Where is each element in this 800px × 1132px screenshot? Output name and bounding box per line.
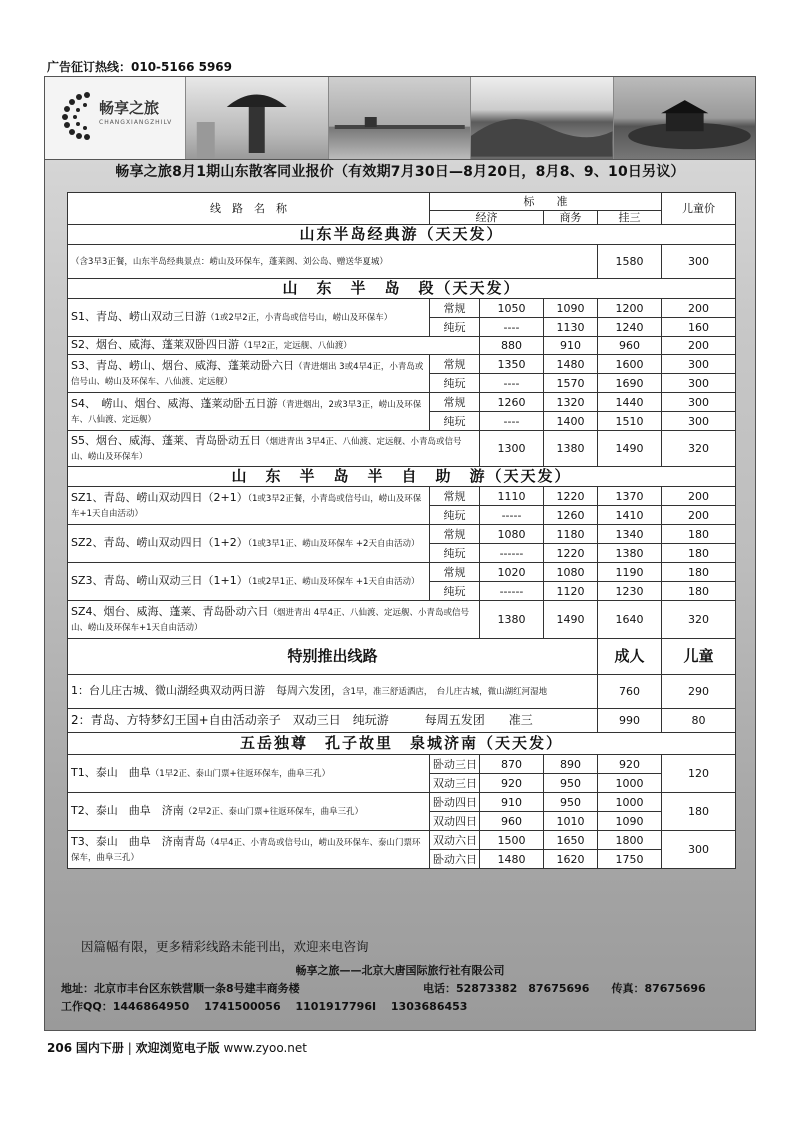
route-title: SZ4、烟台、威海、蓬莱、青岛卧动六日 — [71, 604, 269, 618]
table-row — [68, 525, 736, 544]
route-name — [68, 245, 598, 279]
price-child: 300 — [662, 245, 736, 279]
route-name — [68, 487, 430, 525]
photo-pier — [328, 77, 471, 159]
route-note: （4早4正、小青岛或信号山，崂山及环保车、泰山门票环保车，曲阜三孔） — [71, 837, 421, 863]
price-economy: ------ — [480, 544, 544, 563]
header-adult: 成人 — [598, 639, 662, 675]
price-business: 910 — [544, 337, 598, 355]
service-type: 常规 — [430, 355, 480, 374]
price-economy: 870 — [480, 755, 544, 774]
price-child: 180 — [662, 544, 736, 563]
table-row — [68, 755, 736, 774]
route-name — [68, 431, 480, 467]
table-row — [68, 709, 736, 733]
price-premium: 1800 — [598, 831, 662, 850]
price-business: 1570 — [544, 374, 598, 393]
photo-sculpture — [185, 77, 328, 159]
page-number: 206 — [47, 1041, 73, 1055]
price-business: 1400 — [544, 412, 598, 431]
price-economy: 1110 — [480, 487, 544, 506]
route-name — [68, 393, 430, 431]
route-title: T2、泰山 曲阜 济南 — [71, 804, 184, 817]
route-note: （青进烟出，2或3早3正，崂山及环保车、八仙渡、定远舰） — [71, 399, 422, 425]
section-title — [68, 733, 736, 755]
service-type: 纯玩 — [430, 506, 480, 525]
route-title: S1、青岛、崂山双动三日游 — [71, 310, 206, 323]
service-type: 纯玩 — [430, 582, 480, 601]
header-child: 儿童价 — [662, 193, 736, 225]
price-economy: 960 — [480, 812, 544, 831]
price-child: 320 — [662, 431, 736, 467]
phone-fax: 电话：52873382 87675696 传真：87675696 — [423, 982, 706, 995]
price-child: 300 — [662, 374, 736, 393]
route-name — [68, 675, 598, 709]
price-premium: 1580 — [598, 245, 662, 279]
brand-name: 畅享之旅 — [99, 99, 160, 117]
header-child: 儿童 — [662, 639, 736, 675]
price-economy: ---- — [480, 412, 544, 431]
route-title: 1：台儿庄古城、微山湖经典双动两日游 每周六发团， — [71, 684, 342, 697]
route-name — [68, 831, 430, 869]
section-title — [68, 279, 736, 299]
price-child: 80 — [662, 709, 736, 733]
price-premium: 1410 — [598, 506, 662, 525]
price-premium: 1370 — [598, 487, 662, 506]
company-name: 畅享之旅——北京大唐国际旅行社有限公司 — [295, 964, 505, 977]
service-type: 纯玩 — [430, 318, 480, 337]
price-business: 1650 — [544, 831, 598, 850]
brand-sub: CHANGXIANGZHILV — [99, 119, 173, 126]
price-premium: 1380 — [598, 544, 662, 563]
table-row — [68, 793, 736, 812]
promo-text: 欢迎浏览电子版 — [135, 1041, 220, 1055]
service-type: 卧动三日 — [430, 755, 480, 774]
route-note: （1或2早2正，小青岛或信号山，崂山及环保车） — [205, 313, 393, 323]
price-business: 1220 — [544, 544, 598, 563]
price-business: 1080 — [544, 563, 598, 582]
price-premium: 1000 — [598, 774, 662, 793]
website-link[interactable]: www.zyoo.net — [223, 1041, 307, 1055]
header-standard: 标 准 — [430, 193, 662, 211]
price-table — [67, 192, 736, 869]
price-economy: ------ — [480, 582, 544, 601]
price-premium: 1200 — [598, 299, 662, 318]
route-note: （含3早3正餐，山东半岛经典景点：崂山及环保车，蓬莱阁、刘公岛、赠送华夏城） — [71, 257, 388, 267]
price-premium: 1490 — [598, 431, 662, 467]
route-title: S3、青岛、崂山、烟台、威海、蓬莱动卧六日 — [71, 358, 294, 372]
section-title: 山 东 半 岛 段（天天发） — [68, 279, 736, 299]
price-child: 180 — [662, 563, 736, 582]
table-row — [68, 337, 736, 355]
route-title: SZ1、青岛、崂山双动四日（2+1） — [71, 490, 248, 504]
table-row — [68, 487, 736, 506]
price-child: 290 — [662, 675, 736, 709]
price-premium: 1440 — [598, 393, 662, 412]
price-economy: 1050 — [480, 299, 544, 318]
service-type: 纯玩 — [430, 544, 480, 563]
swirl-logo-icon — [57, 85, 105, 145]
price-premium: 1090 — [598, 812, 662, 831]
table-row — [68, 299, 736, 318]
price-business: 1480 — [544, 355, 598, 374]
price-premium: 1640 — [598, 601, 662, 639]
service-type: 双动六日 — [430, 831, 480, 850]
route-note: 含1早，准三舒适酒店， 台儿庄古城，微山湖红河湿地 — [342, 687, 548, 697]
route-note: （烟进青出 4早4正、八仙渡、定远舰、小青岛或信号山、崂山及环保车+1天自由活动） — [71, 607, 470, 633]
price-economy: 1480 — [480, 850, 544, 869]
price-business: 950 — [544, 793, 598, 812]
price-business: 1090 — [544, 299, 598, 318]
price-premium: 1750 — [598, 850, 662, 869]
table-row — [68, 601, 736, 639]
photo-banner — [45, 77, 755, 160]
route-name — [68, 337, 480, 355]
service-type: 卧动四日 — [430, 793, 480, 812]
price-adult: 760 — [598, 675, 662, 709]
price-business: 1220 — [544, 487, 598, 506]
route-title: S2、烟台、威海、蓬莱双卧四日游 — [71, 338, 239, 351]
price-premium: 1340 — [598, 525, 662, 544]
work-qq: 工作QQ：1446864950 1741500056 1101917796I 1303686453 — [61, 1000, 468, 1013]
price-premium: 1510 — [598, 412, 662, 431]
price-economy: 880 — [480, 337, 544, 355]
price-child: 300 — [662, 412, 736, 431]
route-note: （1早2正，定远舰、八仙渡） — [238, 341, 352, 351]
route-name — [68, 525, 430, 563]
section-title: 特别推出线路 — [68, 639, 598, 675]
price-business: 1260 — [544, 506, 598, 525]
header-premium: 挂三 — [598, 211, 662, 225]
table-row — [68, 563, 736, 582]
table-row — [68, 675, 736, 709]
price-business: 950 — [544, 774, 598, 793]
table-row — [68, 245, 736, 279]
price-child: 160 — [662, 318, 736, 337]
more-routes-note: 因篇幅有限，更多精彩线路未能刊出，欢迎来电咨询 — [81, 939, 369, 954]
price-premium: 1000 — [598, 793, 662, 812]
price-child: 300 — [662, 393, 736, 412]
price-premium: 1690 — [598, 374, 662, 393]
price-economy: 1350 — [480, 355, 544, 374]
address: 地址：北京市丰台区东铁营顺一条8号建丰商务楼 — [61, 982, 300, 995]
price-economy: 1260 — [480, 393, 544, 412]
notice-title: 畅享之旅8月1期山东散客同业报价（有效期7月30日—8月20日，8月8、9、10日另议） — [115, 164, 685, 180]
price-business: 1120 — [544, 582, 598, 601]
photo-pavilion — [613, 77, 756, 159]
price-business: 890 — [544, 755, 598, 774]
route-name — [68, 793, 430, 831]
price-economy: ---- — [480, 374, 544, 393]
price-economy: 910 — [480, 793, 544, 812]
route-title: SZ3、青岛、崂山双动三日（1+1） — [71, 574, 248, 587]
route-name — [68, 601, 480, 639]
route-name: 2：青岛、方特梦幻王国+自由活动亲子 双动三日 纯玩游 每周五发团 准三 — [68, 709, 598, 733]
ad-hotline: 广告征订热线：010-5166 5969 — [47, 60, 233, 74]
price-economy: 1080 — [480, 525, 544, 544]
route-name — [68, 563, 430, 601]
price-economy: 1020 — [480, 563, 544, 582]
price-business: 1380 — [544, 431, 598, 467]
price-business: 1490 — [544, 601, 598, 639]
route-title: SZ2、青岛、崂山双动四日（1+2） — [71, 536, 248, 549]
route-name — [68, 755, 430, 793]
route-title: T3、泰山 曲阜 济南青岛 — [71, 834, 206, 848]
service-type: 双动四日 — [430, 812, 480, 831]
price-economy: 1500 — [480, 831, 544, 850]
service-type: 常规 — [430, 487, 480, 506]
service-type: 纯玩 — [430, 374, 480, 393]
price-business: 1320 — [544, 393, 598, 412]
price-child: 300 — [662, 831, 736, 869]
price-child: 300 — [662, 355, 736, 374]
price-premium: 1600 — [598, 355, 662, 374]
header-business: 商务 — [544, 211, 598, 225]
service-type: 常规 — [430, 563, 480, 582]
route-note: （1早2正、泰山门票+往返环保车，曲阜三孔） — [150, 769, 331, 779]
table-row — [68, 355, 736, 374]
service-type: 常规 — [430, 393, 480, 412]
route-note: （2早2正、泰山门票+往返环保车，曲阜三孔） — [183, 807, 364, 817]
price-sheet — [44, 76, 756, 1031]
price-adult: 990 — [598, 709, 662, 733]
route-note: （1或2早1正、崂山及环保车 +1天自由活动） — [247, 577, 420, 587]
price-business: 1620 — [544, 850, 598, 869]
table-row — [68, 393, 736, 412]
section-title — [68, 225, 736, 245]
price-premium: 920 — [598, 755, 662, 774]
price-economy: 1380 — [480, 601, 544, 639]
route-note: （烟进青出 3早4正、八仙渡、定远舰、小青岛或信号山、崂山及环保车） — [71, 436, 462, 462]
price-child: 200 — [662, 337, 736, 355]
route-note: （1或3早2正餐，小青岛或信号山，崂山及环保车+1天自由活动） — [71, 493, 422, 519]
service-type: 常规 — [430, 525, 480, 544]
table-row — [68, 831, 736, 850]
photo-coast — [470, 77, 613, 159]
route-name — [68, 355, 430, 393]
page-footer — [47, 1039, 307, 1056]
price-premium: 1240 — [598, 318, 662, 337]
route-title: T1、泰山 曲阜 — [71, 766, 151, 779]
price-child: 200 — [662, 506, 736, 525]
price-child: 180 — [662, 793, 736, 831]
service-type: 卧动六日 — [430, 850, 480, 869]
price-premium: 1230 — [598, 582, 662, 601]
section-name: 国内下册 — [75, 1041, 124, 1055]
price-economy: 920 — [480, 774, 544, 793]
header-economy: 经济 — [430, 211, 544, 225]
section-title: 山 东 半 岛 半 自 助 游（天天发） — [68, 467, 736, 487]
price-economy: 1300 — [480, 431, 544, 467]
service-type: 常规 — [430, 299, 480, 318]
price-economy: ----- — [480, 506, 544, 525]
section-title — [68, 467, 736, 487]
price-premium: 960 — [598, 337, 662, 355]
route-title: S5、烟台、威海、蓬莱、青岛卧动五日 — [71, 433, 261, 447]
route-note: （青进烟出 3或4早4正，小青岛或信号山、崂山及环保车、八仙渡、定远舰） — [71, 361, 424, 387]
route-title: S4、 崂山、烟台、威海、蓬莱动卧五日游 — [71, 396, 278, 410]
route-name — [68, 299, 430, 337]
section-title-special — [68, 639, 736, 675]
section-title: 五岳独尊 孔子故里 泉城济南（天天发） — [68, 733, 736, 755]
route-note: （1或3早1正、崂山及环保车 +2天自由活动） — [247, 539, 420, 549]
price-child: 200 — [662, 299, 736, 318]
price-premium: 1190 — [598, 563, 662, 582]
price-business: 1010 — [544, 812, 598, 831]
header-route: 线 路 名 称 — [68, 193, 430, 225]
price-child: 320 — [662, 601, 736, 639]
header-row — [68, 193, 736, 211]
price-economy: ---- — [480, 318, 544, 337]
price-child: 200 — [662, 487, 736, 506]
service-type: 纯玩 — [430, 412, 480, 431]
service-type: 双动三日 — [430, 774, 480, 793]
price-business: 1180 — [544, 525, 598, 544]
separator: | — [127, 1041, 132, 1055]
table-row — [68, 431, 736, 467]
brand-logo — [45, 77, 185, 159]
price-child: 180 — [662, 525, 736, 544]
section-title: 山东半岛经典游（天天发） — [68, 225, 736, 245]
price-child: 180 — [662, 582, 736, 601]
price-child: 120 — [662, 755, 736, 793]
price-business: 1130 — [544, 318, 598, 337]
